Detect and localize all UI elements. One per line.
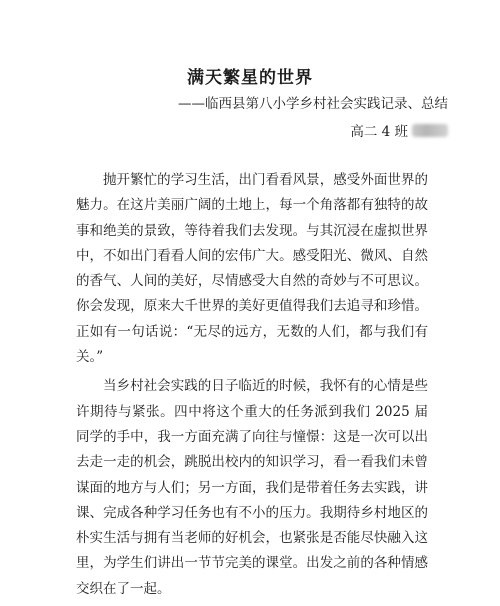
redacted-name bbox=[412, 124, 448, 137]
author-line bbox=[350, 120, 448, 140]
paragraph-2: 当乡村社会实践的日子临近的时候，我怀有的心情是些许期待与紧张。四中将这个重大的任务派到我们 2025 届同学的手中，我一方面充满了向往与憧憬：这是一次可以出去走一走的机会，跳脱出校内的知识学习，看一看我们未曾谋面的地方与人们；另一方面，我们是带着任务去实践，讲课、完成各种学习任务也有不小的压力。我期待乡村地区的朴实生活与拥有当老师的好机会，也紧张是否能尽快融入这里，为学生们讲出一节节完美的课堂。出发之前的各种情感交织在了一起。 bbox=[76, 378, 428, 597]
document-body bbox=[76, 168, 428, 606]
author-class: 高二 4 班 bbox=[350, 124, 408, 140]
document-title: 满天繁星的世界 bbox=[187, 68, 313, 88]
paragraph-1: 抛开繁忙的学习生活，出门看看风景，感受外面世界的魅力。在这片美丽广阔的土地上，每一个角落都有独特的故事和绝美的景致，等待着我们去发现。与其沉浸在虚拟世界中，不如出门看看人间的宏伟广大。感受阳光、微风、自然的香气、人间的美好，尽情感受大自然的奇妙与不可思议。你会发现，原来大千世界的美好更值得我们去追寻和珍惜。正如有一句话说：“无尽的远方，无数的人们，都与我们有关。” bbox=[76, 172, 428, 366]
document-subtitle: ——临西县第八小学乡村社会实践记录、总结 bbox=[178, 96, 448, 112]
